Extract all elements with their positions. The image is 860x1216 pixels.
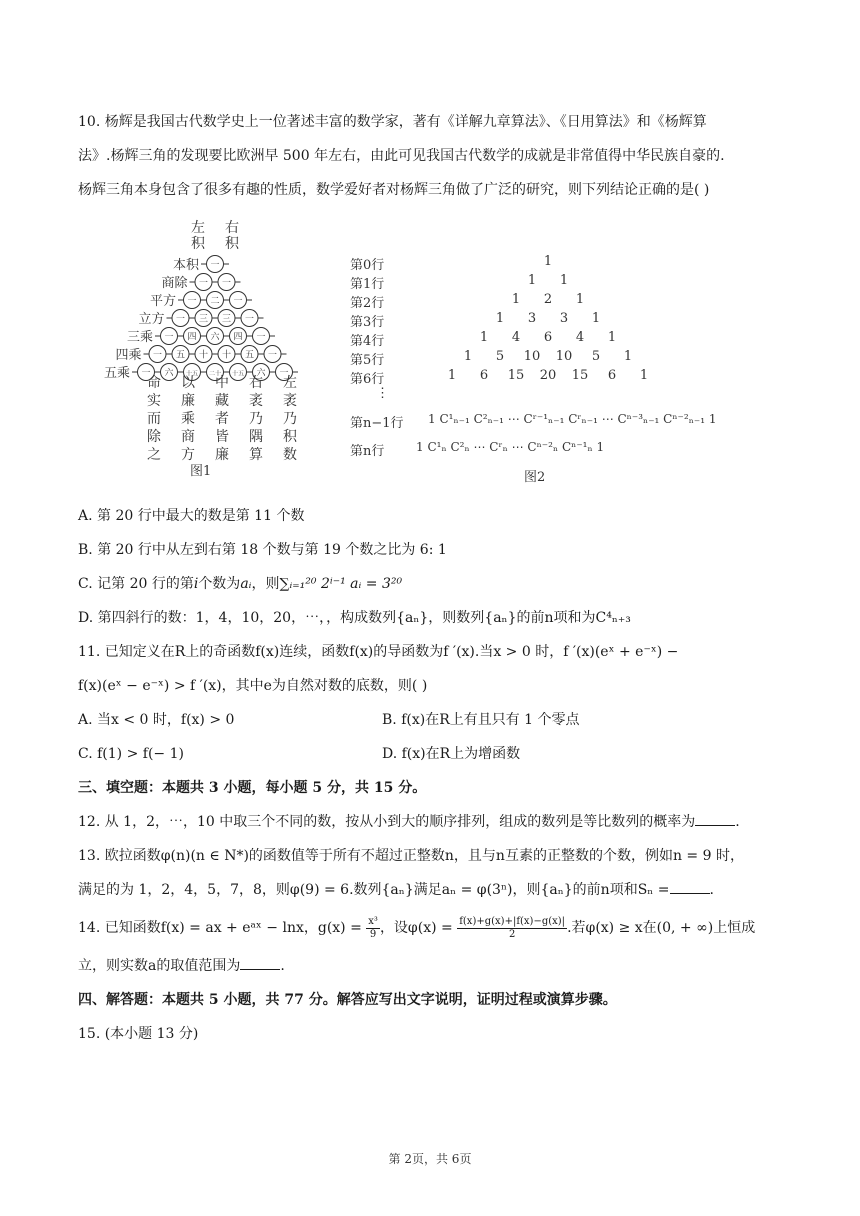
figure-2-row-n1-label: 第n−1行: [350, 416, 404, 431]
fig2-number: 1: [479, 330, 489, 345]
fig2-number: 10: [555, 349, 573, 364]
q11-line2: f(x)(eˣ − e⁻ˣ) > f ′(x)，其中e为自然对数的底数，则( ): [78, 678, 428, 694]
fig2-number: 1: [447, 368, 457, 383]
q15-heading: 15. (本小题 13 分): [78, 1026, 199, 1042]
q12-line: 12. 从 1，2，⋯，10 中取三个不同的数，按从小到大的顺序排列，组成的数列是等比数列的概率为 .: [78, 814, 740, 830]
fig1-circle-label: 四: [187, 332, 197, 343]
fig1-top-left-1: 左: [191, 220, 205, 236]
fig1-circle-label: 六: [210, 332, 220, 343]
fig1-circle-label: 一: [187, 296, 197, 307]
section-3-heading: 三、填空题：本题共 3 小题，每小题 5 分，共 15 分。: [78, 780, 427, 796]
fig2-number: 6: [607, 368, 617, 383]
fig2-row-label: 第5行: [350, 353, 385, 368]
fig1-circle-label: 五: [244, 350, 255, 361]
fig2-number: 1: [607, 330, 617, 345]
q10-line1: 10. 杨辉是我国古代数学史上一位著述丰富的数学家，著有《详解九章算法》、《日用算法》和《杨辉算: [78, 114, 707, 130]
fig1-circle-label: 一: [175, 314, 186, 325]
q14-pre: 14. 已知函数f(x) = ax + eᵃˣ − lnx，g(x) =: [78, 920, 362, 936]
fig2-number: 15: [507, 368, 525, 383]
q11-option-c: C. f(1) > f(− 1): [78, 746, 184, 762]
fig2-number: 1: [559, 273, 569, 288]
fig2-row-label: 第0行: [350, 258, 385, 273]
fig1-column-text: 右袤乃隅算: [249, 375, 263, 463]
fig2-number: 3: [559, 311, 569, 326]
q14-g-num: x³: [368, 915, 378, 927]
fig1-circle-label: 二十: [208, 370, 222, 378]
q14-g-fraction: [366, 916, 380, 941]
q10-option-a: A. 第 20 行中最大的数是第 11 个数: [78, 508, 305, 524]
fig1-circle-label: 十五: [231, 370, 245, 378]
figure-2-row-n1: 1 C¹ₙ₋₁ C²ₙ₋₁ ⋯ Cʳ⁻¹ₙ₋₁ Cʳₙ₋₁ ⋯ Cⁿ⁻³ₙ₋₁ Cⁿ⁻²ₙ₋₁ 1: [428, 412, 717, 426]
q13-line2-text: 满足的为 1，2，4，5，7，8，则φ(9) = 6.数列{aₙ}满足aₙ = φ(3ⁿ)，则{aₙ}的前n项和Sₙ =: [78, 882, 670, 898]
fig1-row-label: 商除: [161, 276, 188, 291]
fig1-top-right-1: 右: [225, 220, 239, 236]
figure-1-caption: 图1: [190, 464, 212, 479]
fig1-circle-label: 十: [198, 350, 209, 361]
fig1-circle-label: 一: [267, 350, 278, 361]
fig2-row-label: 第3行: [350, 315, 385, 330]
fig1-row-label: 本积: [172, 258, 199, 273]
fig2-number: 1: [543, 254, 553, 269]
figure-2-row-n: 1 C¹ₙ C²ₙ ⋯ Cʳₙ ⋯ Cⁿ⁻²ₙ Cⁿ⁻¹ₙ 1: [416, 440, 605, 454]
figure-2-caption: 图2: [524, 470, 546, 485]
fig2-number: 6: [543, 330, 553, 345]
fig1-circle-label: 一: [221, 278, 232, 289]
q14-phi-num: f(x)+g(x)+|f(x)−g(x)|: [459, 915, 566, 927]
fig1-column-text: 以廉乘商方: [181, 375, 195, 463]
fig1-circle-label: 十: [221, 350, 232, 361]
fig2-number: 1: [623, 349, 633, 364]
fig1-column-text: 中藏者皆廉: [215, 375, 229, 463]
fig2-row-label: 第4行: [350, 334, 385, 349]
q14-post: .若φ(x) ≥ x在(0, + ∞)上恒成: [567, 920, 756, 936]
fig1-circle-label: 一: [233, 296, 243, 307]
q10-option-c-ai: aᵢ: [240, 576, 252, 592]
q14-phi-fraction: [457, 916, 567, 941]
q14-mid: ，设φ(x) =: [379, 920, 453, 936]
q10-option-c-i: i: [193, 576, 199, 592]
q10-option-c-formula: ∑ᵢ₌₁²⁰ 2ⁱ⁻¹ aᵢ = 3²⁰: [279, 576, 403, 592]
fig1-circle-label: 六: [164, 368, 174, 379]
q10-option-c-pre: C. 记第 20 行的第: [78, 576, 194, 592]
section-4-heading: 四、解答题：本题共 5 小题，共 77 分。解答应写出文字说明，证明过程或演算步骤。: [78, 992, 617, 1008]
q11-option-a: A. 当x < 0 时，f(x) > 0: [78, 712, 235, 728]
fig2-number: 2: [543, 292, 553, 307]
q14-g-den: 9: [369, 928, 377, 940]
fig1-circle-label: 五: [175, 350, 186, 361]
fig2-number: 15: [571, 368, 589, 383]
fig2-number: 1: [495, 311, 505, 326]
q14-line2-text: 立，则实数a的取值范围为: [78, 958, 241, 974]
q14-line2: 立，则实数a的取值范围为 .: [78, 958, 285, 974]
figure-2-vdots: ⋮: [376, 386, 389, 401]
fig1-circle-label: 十五: [185, 370, 199, 378]
figure-2-row-n-label: 第n行: [350, 444, 385, 459]
q11-line1: 11. 已知定义在R上的奇函数f(x)连续，函数f(x)的导函数为f ′(x).当x > 0 时，f ′(x)(eˣ + e⁻ˣ) −: [78, 644, 679, 660]
fig1-circle-label: 六: [256, 368, 266, 379]
fig1-circle-label: 三: [198, 314, 209, 325]
fig1-circle-label: 一: [244, 314, 255, 325]
fig2-number: 1: [463, 349, 473, 364]
fig2-number: 20: [539, 368, 557, 383]
fig2-number: 5: [495, 349, 505, 364]
q13-blank: [670, 881, 710, 894]
fig2-number: 1: [527, 273, 537, 288]
fig2-number: 3: [527, 311, 537, 326]
fig1-circle-label: 一: [279, 368, 289, 379]
fig1-circle-label: 四: [233, 332, 243, 343]
q12-text: 12. 从 1，2，⋯，10 中取三个不同的数，按从小到大的顺序排列，组成的数列是等比数列的概率为: [78, 814, 696, 830]
q10-line3: 杨辉三角本身包含了很多有趣的性质，数学爱好者对杨辉三角做了广泛的研究，则下列结论正确的是( ): [78, 182, 710, 198]
q10-line2: 法》.杨辉三角的发现要比欧洲早 500 年左右，由此可见我国古代数学的成就是非常值得中华民族自豪的.: [78, 148, 725, 164]
fig2-number: 6: [479, 368, 489, 383]
fig2-row-label: 第2行: [350, 296, 385, 311]
fig1-row-label: 三乘: [126, 330, 153, 345]
fig1-circle-label: 二: [210, 296, 220, 307]
q14-line1: [78, 914, 755, 942]
q14-phi-den: 2: [508, 928, 516, 940]
fig2-number: 1: [511, 292, 521, 307]
q11-option-d: D. f(x)在R上为增函数: [382, 746, 521, 762]
q14-blank: [240, 957, 280, 970]
fig2-row-label: 第1行: [350, 277, 385, 292]
q12-blank: [695, 813, 735, 826]
fig1-column-text: 命实而除之: [147, 375, 161, 463]
figure-2: [350, 254, 730, 486]
q10-option-c: [78, 574, 402, 594]
fig1-circle-label: 三: [221, 314, 232, 325]
fig1-row-label: 四乘: [115, 348, 142, 363]
fig2-number: 1: [575, 292, 585, 307]
fig2-number: 1: [591, 311, 601, 326]
page-footer: 第 2页，共 6页: [388, 1152, 472, 1166]
fig1-row-label: 五乘: [103, 366, 130, 381]
fig1-circle-label: 一: [210, 260, 220, 271]
q13-line1: 13. 欧拉函数φ(n)(n ∈ N*)的函数值等于所有不超过正整数n，且与n互素的正整数的个数，例如n = 9 时，: [78, 848, 744, 864]
fig2-number: 1: [639, 368, 649, 383]
fig2-number: 4: [575, 330, 585, 345]
q13-line2: 满足的为 1，2，4，5，7，8，则φ(9) = 6.数列{aₙ}满足aₙ = φ(3ⁿ)，则{aₙ}的前n项和Sₙ = .: [78, 882, 714, 898]
q10-option-c-text: 个数为: [198, 576, 241, 592]
fig1-circle-label: 一: [198, 278, 209, 289]
q10-option-c-then: ，则: [251, 576, 280, 592]
fig1-circle-label: 一: [141, 368, 151, 379]
fig1-column-text: 左袤乃积数: [283, 375, 297, 463]
fig1-circle-label: 一: [256, 332, 266, 343]
fig2-row-label: 第6行: [350, 372, 385, 387]
fig1-top-left-2: 积: [191, 236, 205, 252]
figure-1: [86, 214, 322, 484]
fig1-circle-label: 一: [152, 350, 163, 361]
fig1-row-label: 立方: [138, 312, 165, 327]
fig1-circle-label: 一: [164, 332, 174, 343]
q10-option-d: D. 第四斜行的数：1，4，10，20，⋯，，构成数列{aₙ}，则数列{aₙ}的前n项和为C⁴ₙ₊₃: [78, 610, 631, 626]
fig2-number: 10: [523, 349, 541, 364]
fig2-number: 5: [591, 349, 601, 364]
q10-option-b: B. 第 20 行中从左到右第 18 个数与第 19 个数之比为 6: 1: [78, 542, 447, 558]
fig2-number: 4: [511, 330, 521, 345]
q11-option-b: B. f(x)在R上有且只有 1 个零点: [382, 712, 580, 728]
fig1-top-right-2: 积: [225, 236, 239, 252]
fig1-row-label: 平方: [149, 294, 176, 309]
